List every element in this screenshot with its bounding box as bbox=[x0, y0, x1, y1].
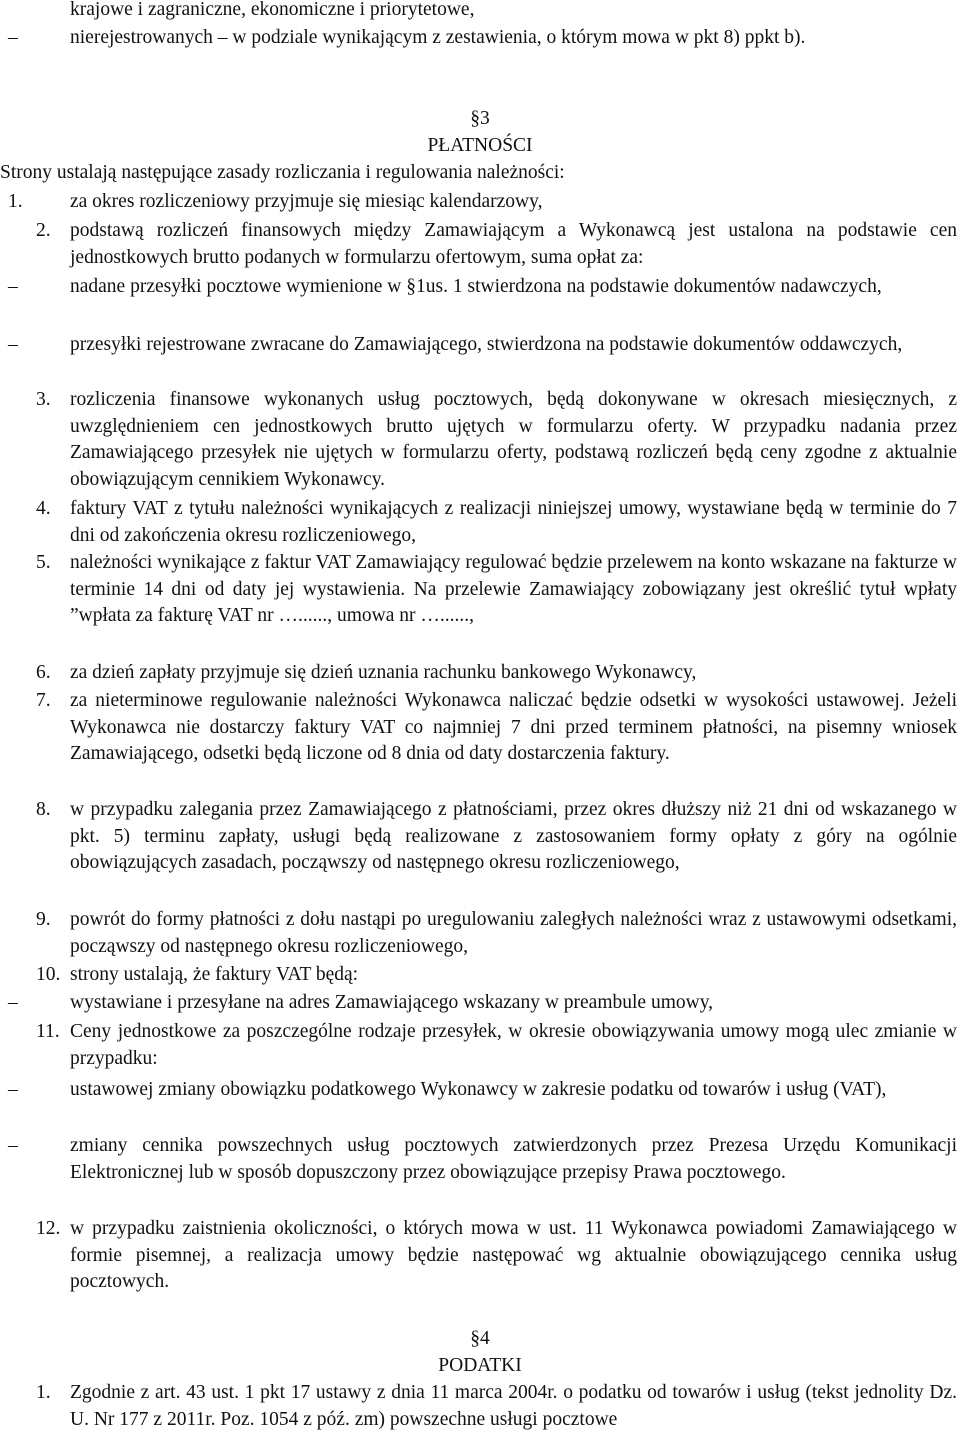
list-item bbox=[36, 688, 957, 768]
list-item bbox=[36, 387, 957, 493]
list-item-text: nadane przesyłki pocztowe wymienione w §1us. 1 stwierdzona na podstawie dokumentów nadawczych, bbox=[70, 276, 882, 297]
item-number: 1. bbox=[8, 191, 23, 212]
dash-marker: – bbox=[8, 992, 18, 1013]
list-item-text: strony ustalają, że faktury VAT będą: bbox=[70, 964, 359, 985]
section-title: PODATKI bbox=[438, 1355, 522, 1376]
list-item-text: powrót do formy płatności z dołu nastąpi po uregulowaniu zaległych należności wraz z ustawowymi odsetkami, począwszy od następnego okresu rozliczeniowego, bbox=[70, 909, 957, 957]
section-title: PŁATNOŚCI bbox=[427, 135, 533, 156]
dash-marker: – bbox=[8, 27, 18, 48]
list-item-text: faktury VAT z tytułu należności wynikających z realizacji niniejszej umowy, wystawiane będą w terminie do 7 dni od zakończenia okresu rozliczeniowego, bbox=[70, 498, 957, 546]
list-item bbox=[8, 274, 957, 301]
item-number: 9. bbox=[36, 909, 51, 930]
list-item-text: Ceny jednostkowe za poszczególne rodzaje przesyłek, w okresie obowiązywania umowy mogą ulec zmianie w przypadku: bbox=[70, 1021, 957, 1069]
item-number: 11. bbox=[36, 1021, 60, 1042]
list-item bbox=[8, 1077, 957, 1104]
section-number: §4 bbox=[470, 1328, 490, 1349]
item-number: 12. bbox=[36, 1218, 61, 1239]
list-item-text: za okres rozliczeniowy przyjmuje się miesiąc kalendarzowy, bbox=[70, 191, 543, 212]
dash-marker: – bbox=[8, 1079, 18, 1100]
list-item bbox=[36, 907, 957, 960]
item-number: 1. bbox=[36, 1382, 51, 1403]
list-item-text: ustawowej zmiany obowiązku podatkowego Wykonawcy w zakresie podatku od towarów i usług (VAT), bbox=[70, 1079, 887, 1100]
dash-marker: – bbox=[8, 1135, 18, 1156]
list-item bbox=[36, 660, 957, 687]
list-item bbox=[8, 1133, 957, 1186]
list-item-text: za nieterminowe regulowanie należności Wykonawca naliczać będzie odsetki w wysokości ustawowej. Jeżeli Wykonawca nie dostarczy faktury VAT co najmniej 7 dni przed terminem płatności, na pisemny wniosek Zamawiającego, odsetki będą liczone od 8 dnia od daty dostarczenia faktury. bbox=[70, 690, 957, 765]
list-item bbox=[36, 218, 957, 271]
dash-marker: – bbox=[8, 334, 18, 355]
list-item bbox=[8, 25, 957, 52]
item-number: 4. bbox=[36, 498, 51, 519]
item-number: 3. bbox=[36, 389, 51, 410]
dash-marker: – bbox=[8, 276, 18, 297]
list-item-text: przesyłki rejestrowane zwracane do Zamawiającego, stwierdzona na podstawie dokumentów oddawczych, bbox=[70, 334, 903, 355]
section-intro: Strony ustalają następujące zasady rozliczania i regulowania należności: bbox=[0, 162, 565, 183]
list-item-text: w przypadku zalegania przez Zamawiającego z płatnościami, przez okres dłuższy niż 21 dni od wskazanego w pkt. 5) terminu zapłaty, usługi będą realizowane z zastosowaniem formy opłaty z góry na ogólnie obowiązujących zasadach, począwszy od następnego okresu rozliczeniowego, bbox=[70, 799, 957, 874]
item-number: 2. bbox=[36, 220, 51, 241]
list-item-text: za dzień zapłaty przyjmuje się dzień uznania rachunku bankowego Wykonawcy, bbox=[70, 662, 697, 683]
list-item bbox=[8, 189, 957, 216]
list-item-text: wystawiane i przesyłane na adres Zamawiającego wskazany w preambule umowy, bbox=[70, 992, 714, 1013]
item-number: 8. bbox=[36, 799, 51, 820]
list-item-text: Zgodnie z art. 43 ust. 1 pkt 17 ustawy z dnia 11 marca 2004r. o podatku od towarów i usług (tekst jednolity Dz. U. Nr 177 z 2011r. Poz. 1054 z póź. zm) powszechne usługi pocztowe bbox=[70, 1382, 957, 1430]
list-item bbox=[36, 1019, 957, 1072]
list-item-text: w przypadku zaistnienia okoliczności, o których mowa w ust. 11 Wykonawca powiadomi Zamawiającego w formie pisemnej, a realizacja umowy będzie następować wg aktualnie obowiązującego cennika usług pocztowych. bbox=[70, 1218, 957, 1293]
item-number: 5. bbox=[36, 552, 51, 573]
list-item bbox=[8, 332, 957, 359]
continuation-text: krajowe i zagraniczne, ekonomiczne i priorytetowe, bbox=[70, 0, 475, 20]
list-item bbox=[36, 550, 957, 630]
item-number: 10. bbox=[36, 964, 61, 985]
list-item bbox=[8, 990, 957, 1017]
list-item bbox=[36, 496, 957, 549]
list-item-text: rozliczenia finansowe wykonanych usług pocztowych, będą dokonywane w okresach miesięcznych, z uwzględnieniem cen jednostkowych brutto ujętych w formularzu oferty. W przypadku nadania przez Zamawiającego przesyłek nie ujętych w formularzu oferty, podstawą rozliczeń będą ceny zgodne z aktualnie obowiązującym cennikiem Wykonawcy. bbox=[70, 389, 957, 490]
list-item bbox=[36, 1380, 957, 1433]
list-item-text: nierejestrowanych – w podziale wynikającym z zestawienia, o którym mowa w pkt 8) ppkt b). bbox=[70, 27, 806, 48]
list-item-text: podstawą rozliczeń finansowych między Zamawiającym a Wykonawcą jest ustalona na podstawie cen jednostkowych brutto podanych w formularzu ofertowym, suma opłat za: bbox=[70, 220, 957, 268]
continuation-line bbox=[70, 0, 957, 24]
list-item bbox=[36, 1216, 957, 1296]
list-item-text: należności wynikające z faktur VAT Zamawiający regulować będzie przelewem na konto wskazane na fakturze w terminie 14 dni od daty jej wystawienia. Na przelewie Zamawiający zobowiązany jest określić tytuł wpłaty ”wpłata za fakturę VAT nr …......, umowa nr …......, bbox=[70, 552, 957, 627]
list-item bbox=[36, 962, 957, 989]
section-number: §3 bbox=[470, 108, 490, 129]
item-number: 6. bbox=[36, 662, 51, 683]
list-item bbox=[36, 797, 957, 877]
list-item-text: zmiany cennika powszechnych usług pocztowych zatwierdzonych przez Prezesa Urzędu Komunikacji Elektronicznej lub w sposób dopuszczony przez obowiązujące przepisy Prawa pocztowego. bbox=[70, 1135, 957, 1183]
item-number: 7. bbox=[36, 690, 51, 711]
